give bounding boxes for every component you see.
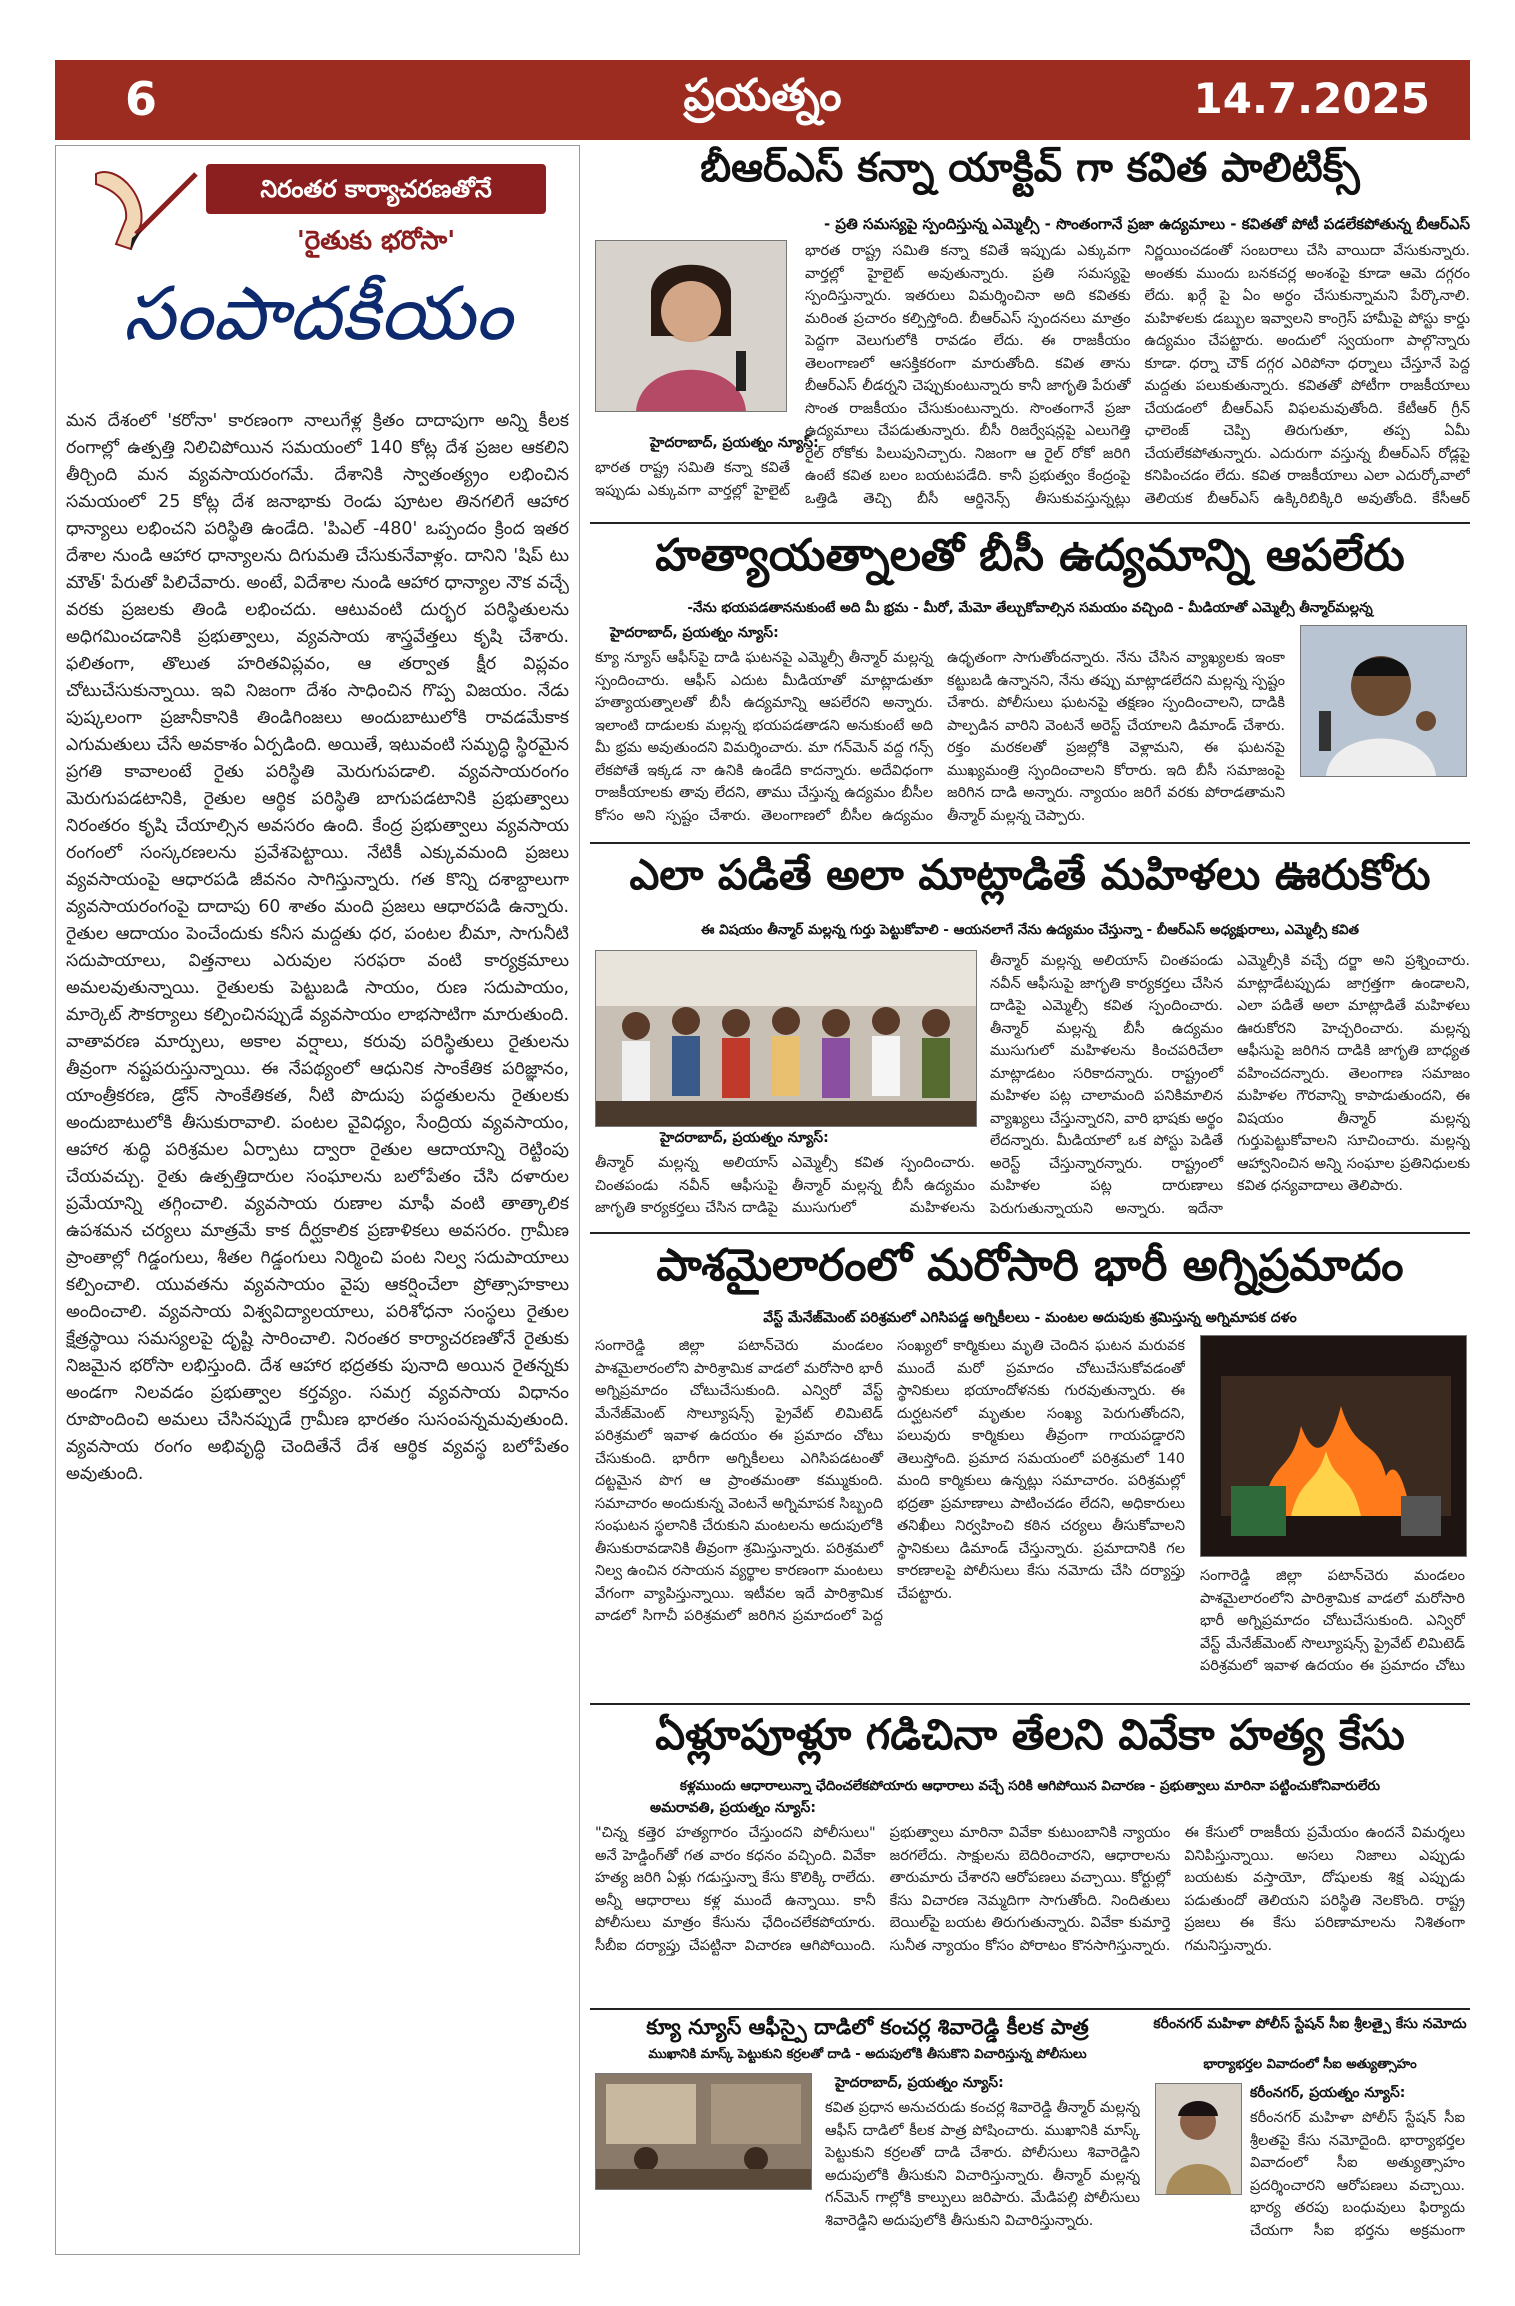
dateline: కరీంనగర్, ప్రయత్నం న్యూస్: — [1250, 2085, 1406, 2101]
subhead: ఈ విషయం తీన్మార్ మల్లన్న గుర్తు పెట్టుకోవాలి - ఆయనలాగే నేను ఉద్యమం చేస్తున్నా - బీఆర్ఎస్ అధ్యక్షురాలు, ఎమ్మెల్సీ కవిత — [701, 922, 1359, 938]
divider — [590, 1703, 1470, 1705]
divider — [590, 2008, 1470, 2010]
divider — [590, 842, 1470, 844]
masthead — [55, 60, 1470, 140]
story-viveka-murder-case — [590, 1710, 1470, 2005]
editorial-column — [55, 145, 580, 2255]
fire-photo — [1200, 1335, 1467, 1557]
headline: ఏళ్లూపూళ్లూ గడిచినా తేలని వివేకా హత్య కేసు — [655, 1710, 1405, 1759]
dateline: హైదరాబాద్, ప్రయత్నం న్యూస్: — [650, 435, 819, 451]
story-body-continued: భారత రాష్ట్ర సమితి కన్నా కవితే ఇప్పుడు ఎక్కువగా వార్తల్లో హైలైట్ అవుతున్నారు. ప్రతి సమస్యపై స్పందిస్తున్నారు. ఇతరులు విమర్శించినా అది కవితకు మరింత ప్రచారం కల్పిస్తోంది. బీఆర్ఎస్ స్పందనలు మాత్రం పెద్దగా వెలుగులోకి రావడం లేదు. ఈ రాజకీయం తెలంగాణలో ఆసక్తికరంగా మారుతోంది. కవిత తాను బీఆర్ఎస్ లీడర్నని చెప్పుకుంటున్నారు కానీ జాగృతి పేరుతో సొంత రాజకీయం చేసుకుంటున్నారు. సొంతంగానే ప్రజా ఉద్యమాలు చేపడుతున్నారు. బీసీ రిజర్వేషన్లపై ఎలుగెత్తి రైల్ రోకోకు పిలుపునిచ్చారు. నిజంగా ఆ రైల్ రోకో జరిగి ఉంటే కవిత బలం బయటపడేది. కానీ ప్రభుత్వం కేంద్రంపై ఒత్తిడి తెచ్చి బీసీ ఆర్డినెన్స్ తీసుకువస్తున్నట్లు నిర్ణయించడంతో సంబరాలు చేసి వాయిదా వేసుకున్నారు. అంతకు ముందు బనకచర్ల అంశంపై కూడా ఆమె దగ్గరం లేదు. ఖర్గే పై ఏం అర్ధం చేసుకున్నామని పేర్కొనాలి. మహిళలకు డబ్బుల ఇవ్వాలని కాంగ్రెస్ హామీపై పోస్టు కార్డు ఉద్యమం చేపట్టారు. అందులో స్వయంగా పాల్గొన్నారు కూడా. ధర్నా చౌక్ దగ్గర ఎరిపోనా ధర్నాలు చేస్తూనే పెద్ద మద్దతు పలుకుతున్నారు. కవితతో పోటీగా రాజకీయాలు చేయడంలో బీఆర్ఎస్ విఫలమవుతోంది. కేటీఆర్ గ్రీన్ ఛాలెంజ్ చెప్పి తిరుగుతూ, తప్ప ఏమీ చేయలేకపోతున్నారు. ఎదురుగా వస్తున్న బీఆర్ఎస్ రోడ్లపై కనిపించడం లేదు. కవిత రాజకీయాలు ఎలా ఎదుర్కోవాలో తెలియక బీఆర్ఎస్ ఉక్కిరిబిక్కిరి అవుతోంది. కేసీఆర్ — [805, 243, 1470, 507]
story-women-will-not-tolerate — [590, 850, 1470, 1230]
story-body-continued: సంగారెడ్డి జిల్లా పటాన్‌చెరు మండలం పాశమైలారంలోని పారిశ్రామిక వాడలో మరోసారి భారీ అగ్నిప్రమాదం చోటుచేసుకుంది. ఎన్విరో వేస్ట్ మేనేజ్‌మెంట్ సొల్యూషన్స్ ప్రైవేట్ లిమిటెడ్ పరిశ్రమలో ఇవాళ ఉదయం ఈ ప్రమాదం చోటు — [1200, 1568, 1465, 1674]
editorial-subtitle: 'రైతుకు భరోసా' — [296, 226, 456, 256]
dateline: హైదరాబాద్, ప్రయత్నం న్యూస్: — [835, 2075, 1004, 2091]
headline: బీఆర్ఎస్ కన్నా యాక్టివ్ గా కవిత పాలిటిక్స్ — [700, 145, 1360, 191]
story-body: తీన్మార్ మల్లన్న అలియాస్ చింతపండు నవీన్ ఆఫీసుపై జాగృతి కార్యకర్తలు చేసిన దాడిపై ఎమ్మెల్సీ కవిత స్పందించారు. తీన్మార్ మల్లన్న బీసీ ఉద్యమం ముసుగులో మహిళలను — [595, 1155, 975, 1216]
dateline: అమరావతి, ప్రయత్నం న్యూస్: — [650, 1800, 816, 1816]
story-body: సంగారెడ్డి జిల్లా పటాన్‌చెరు మండలం పాశమైలారంలోని పారిశ్రామిక వాడలో మరోసారి భారీ అగ్నిప్రమాదం చోటుచేసుకుంది. ఎన్విరో వేస్ట్ మేనేజ్‌మెంట్ సొల్యూషన్స్ ప్రైవేట్ లిమిటెడ్ పరిశ్రమలో ఇవాళ ఉదయం ఈ ప్రమాదం చోటు చేసుకుంది. భారీగా అగ్నికీలలు ఎగిసిపడటంతో దట్టమైన పొగ ఆ ప్రాంతమంతా కమ్ముకుంది. సమాచారం అందుకున్న వెంటనే అగ్నిమాపక సిబ్బంది సంఘటన స్థలానికి చేరుకుని మంటలను అదుపులోకి తీసుకురావడానికి తీవ్రంగా శ్రమిస్తున్నారు. పరిశ్రమలో నిల్వ ఉంచిన రసాయన వ్యర్థాల కారణంగా మంటలు వేగంగా వ్యాపిస్తున్నాయి. ఇటీవల ఇదే పారిశ్రామిక వాడలో సిగాచీ పరిశ్రమలో జరిగిన ప్రమాదంలో పెద్ద సంఖ్యలో కార్మికులు మృతి చెందిన ఘటన మరువక ముందే మరో ప్రమాదం చోటుచేసుకోవడంతో స్థానికులు భయాందోళనకు గురవుతున్నారు. ఈ దుర్ఘటనలో మృతుల సంఖ్య పెరుగుతోందని, పలువురు కార్మికులు తీవ్రంగా గాయపడ్డారని తెలుస్తోంది. ప్రమాద సమయంలో పరిశ్రమలో 140 మంది కార్మికులు ఉన్నట్లు సమాచారం. పరిశ్రమల్లో భద్రతా ప్రమాణాలు పాటించడం లేదని, అధికారులు తనిఖీలు నిర్వహించి కఠిన చర్యలు తీసుకోవాలని స్థానికులు డిమాండ్ చేస్తున్నారు. ప్రమాదానికి గల కారణాలపై పోలీసులు కేసు నమోదు చేసి దర్యాప్తు చేపట్టారు. — [595, 1338, 1185, 1624]
page-number: 6 — [125, 72, 158, 126]
story-body: కరీంనగర్ మహిళా పోలీస్ స్టేషన్ సీఐ శ్రీలతపై కేసు నమోదైంది. భార్యాభర్తల వివాదంలో సీఐ అత్యుత్సాహం ప్రదర్శించారని ఆరోపణలు వచ్చాయి. భార్య తరపు బంధువులు ఫిర్యాదు చేయగా సీఐ భర్తను అక్రమంగా — [1250, 2110, 1465, 2239]
story-body: "చిన్న కత్తెర హత్యగారం చేస్తుందని పోలీసులు" అనే హెడ్డింగ్‌తో గత వారం కధనం వచ్చింది. వివేకా హత్య జరిగి ఏళ్లు గడుస్తున్నా కేసు కొలిక్కి రాలేదు. అన్నీ ఆధారాలు కళ్ల ముందే ఉన్నాయి. కానీ పోలీసులు మాత్రం కేసును ఛేదించలేకపోయారు. సీబీఐ దర్యాప్తు చేపట్టినా విచారణ ఆగిపోయింది. ప్రభుత్వాలు మారినా వివేకా కుటుంబానికి న్యాయం జరగలేదు. సాక్షులను బెదిరించారని, ఆధారాలను తారుమారు చేశారని ఆరోపణలు వచ్చాయి. కోర్టుల్లో కేసు విచారణ నెమ్మదిగా సాగుతోంది. నిందితులు బెయిల్‌పై బయట తిరుగుతున్నారు. వివేకా కుమార్తె సునీత న్యాయం కోసం పోరాటం కొనసాగిస్తున్నారు. ఈ కేసులో రాజకీయ ప్రమేయం ఉందనే విమర్శలు వినిపిస్తున్నాయి. అసలు నిజాలు ఎప్పుడు బయటకు వస్తాయో, దోషులకు శిక్ష ఎప్పుడు పడుతుందో తెలియని పరిస్థితి నెలకొంది. రాష్ట్ర ప్రజలు ఈ కేసు పరిణామాలను నిశితంగా గమనిస్తున్నారు. — [595, 1825, 1465, 1954]
press-meet-photo — [595, 950, 977, 1127]
headline: క్యూ న్యూస్ ఆఫీస్పై దాడిలో కంచర్ల శివారెడ్డి కీలక పాత్ర — [646, 2015, 1089, 2039]
office-attack-photo — [595, 2073, 812, 2190]
dateline: హైదరాబాద్, ప్రయత్నం న్యూస్: — [660, 1130, 829, 1146]
divider — [590, 1232, 1470, 1234]
subhead: - ప్రతి సమస్యపై స్పందిస్తున్న ఎమ్మెల్సీ - సొంతంగానే ప్రజా ఉద్యమాలు - కవితతో పోటీ పడలేకపోతున్న బీఆర్ఎస్ — [823, 215, 1470, 233]
subhead: భార్యాభర్తల వివాదంలో సీఐ అత్యుత్సాహం — [1203, 2057, 1417, 2072]
dateline: హైదరాబాద్, ప్రయత్నం న్యూస్: — [610, 625, 779, 641]
story-bc-movement — [590, 530, 1470, 840]
story-pashamylaram-fire — [590, 1240, 1470, 1700]
pen-hand-icon — [86, 154, 206, 264]
paper-name: ప్రయత్నం — [683, 70, 842, 121]
headline: పాశమైలారంలో మరోసారి భారీ అగ్నిప్రమాదం — [656, 1240, 1404, 1291]
subhead: -నేను భయపడతాననుకుంటే అది మీ భ్రమ - మీరో, మేమో తేల్చుకోవాల్సిన సమయం వచ్చింది - మీడియాతో ఎమ్మెల్సీ తీన్మార్‌మల్లన్న — [687, 600, 1373, 616]
issue-date: 14.7.2025 — [1193, 74, 1430, 123]
story-body: భారత రాష్ట్ర సమితి కన్నా కవితే ఇప్పుడు ఎక్కువగా వార్తల్లో హైలైట్ — [595, 460, 790, 499]
editorial-banner: నిరంతర కార్యాచరణతోనే — [206, 164, 546, 214]
headline: కరీంనగర్ మహిళా పోలీస్ స్టేషన్ సీఐ శ్రీలత్పై కేసు నమోదు — [1153, 2016, 1467, 2032]
ci-srilatha-photo — [1155, 2083, 1242, 2195]
kavitha-photo — [595, 240, 787, 412]
story-body: కవిత ప్రధాన అనుచరుడు కంచర్ల శివారెడ్డి తీన్మార్ మల్లన్న ఆఫీస్ దాడిలో కీలక పాత్ర పోషించారు. ముఖానికి మాస్క్ పెట్టుకుని కర్రలతో దాడి చేశారు. పోలీసులు శివారెడ్డిని అదుపులోకి తీసుకుని విచారిస్తున్నారు. తీన్మార్ మల్లన్న గన్‌మెన్ గాల్లోకి కాల్పులు జరిపారు. మేడిపల్లి పోలీసులు శివారెడ్డిని అదుపులోకి తీసుకుని విచారిస్తున్నారు. — [825, 2100, 1140, 2229]
headline: ఎలా పడితే అలా మాట్లాడితే మహిళలు ఊరుకోరు — [629, 850, 1431, 899]
story-body: క్యూ న్యూస్ ఆఫీస్‌పై దాడి ఘటనపై ఎమ్మెల్సీ తీన్మార్ మల్లన్న స్పందించారు. ఆఫీస్ ఎదుట మీడియాతో మాట్లాడుతూ హత్యాయత్నాలతో బీసీ ఉద్యమాన్ని ఆపలేరని అన్నారు. ఇలాంటి దాడులకు మల్లన్న భయపడతాడని అనుకుంటే అది మీ భ్రమ అవుతుందని విమర్శించారు. మా గన్‌మెన్ వద్ద గన్స్ లేకపోతే ఇక్కడ నా ఉనికి ఉండేది కాదన్నారు. అదేవిధంగా రాజకీయాలకు తావు లేదని, తాము చేస్తున్న ఉద్యమం బీసీల కోసం అని స్పష్టం చేశారు. తెలంగాణలో బీసీల ఉద్యమం ఉధృతంగా సాగుతోందన్నారు. నేను చేసిన వ్యాఖ్యలకు ఇంకా కట్టుబడి ఉన్నానని, నేను తప్పు మాట్లాడలేదని మల్లన్న స్పష్టం చేశారు. పోలీసులు ఘటనపై తక్షణం స్పందించాలని, దాడికి పాల్పడిన వారిని వెంటనే అరెస్ట్ చేయాలని డిమాండ్ చేశారు. రక్తం మరకలతో ప్రజల్లోకి వెళ్లామని, ఈ ఘటనపై ముఖ్యమంత్రి స్పందించాలని కోరారు. ఇది బీసీ సమాజంపై జరిగిన దాడి అన్నారు. న్యాయం జరిగే వరకు పోరాడతామని తీన్మార్ మల్లన్న చెప్పారు. — [595, 650, 1285, 824]
subhead: కళ్లముందు ఆధారాలున్నా ఛేదించలేకపోయారు ఆధారాలు వచ్చే సరికి ఆగిపోయిన విచారణ - ప్రభుత్వాలు మారినా పట్టించుకోనివారులేరు — [679, 1778, 1381, 1794]
subhead: ముఖానికి మాస్క్ పెట్టుకుని కర్రలతో దాడి - అదుపులోకి తీసుకొని విచారిస్తున్న పోలీసులు — [648, 2047, 1087, 2062]
editorial-body: మన దేశంలో 'కరోనా' కారణంగా నాలుగేళ్ల క్రితం దాదాపుగా అన్ని కీలక రంగాల్లో ఉత్పత్తి నిలిచిపోయిన సమయంలో 140 కోట్ల దేశ ప్రజల ఆకలిని తీర్చింది మన వ్యవసాయరంగమే. దేశానికి స్వాతంత్య్రం లభించిన సమయంలో 25 కోట్ల దేశ జనాభాకు రెండు పూటల తినగలిగే ఆహార ధాన్యాలు లభించని పరిస్థితి ఉండేది. 'పిఎల్ -480' ఒప్పందం క్రింద ఇతర దేశాల నుండి ఆహార ధాన్యాలను దిగుమతి చేసుకునేవాళ్లం. దానిని 'షిప్ టు మౌత్' పేరుతో పిలిచేవారు. అంటే, విదేశాల నుండి ఆహార ధాన్యాల నౌక వచ్చే వరకు ప్రజలకు తిండి లభించదు. ఆటువంటి దుర్భర పరిస్థితులను అధిగమించడానికి ప్రభుత్వాలు, వ్యవసాయ శాస్త్రవేత్తలు కృషి చేశారు. ఫలితంగా, తొలుత హరితవిప్లవం, ఆ తర్వాత క్షీర విప్లవం చోటుచేసుకున్నాయి. ఇవి నిజంగా దేశం సాధించిన గొప్ప విజయం. నేడు పుష్కలంగా ప్రజానీకానికి తిండిగింజలు అందుబాటులోకి రావడమేకాక ఎగుమతులు చేసే అవకాశం ఏర్పడింది. అయితే, ఇటువంటి సమృద్ధి స్థిరమైన ప్రగతి కావాలంటే రైతు పరిస్థితి మెరుగుపడాలి. వ్యవసాయరంగం మెరుగుపడటానికి, రైతుల ఆర్థిక పరిస్థితి బాగుపడటానికి ప్రభుత్వాలు నిరంతరం కృషి చేయాల్సిన అవసరం ఉంది. కేంద్ర ప్రభుత్వాలు వ్యవసాయ రంగంలో సంస్కరణలను ప్రవేశపెట్టాయి. నేటికీ ఎక్కువమంది ప్రజలు వ్యవసాయంపై ఆధారపడి జీవనం సాగిస్తున్నారు. గత కొన్ని దశాబ్దాలుగా వ్యవసాయరంగంపై దాదాపు 60 శాతం మంది ప్రజలు ఆధారపడి ఉన్నారు. రైతుల ఆదాయం పెంచేందుకు కనీస మద్దతు ధర, పంటల బీమా, సాగునీటి సదుపాయాలు, విత్తనాలు ఎరువుల సరఫరా వంటి కార్యక్రమాలు అమలవుతున్నాయి. రైతులకు పెట్టుబడి సాయం, రుణ సదుపాయం, మార్కెట్ సౌకర్యాలు కల్పించినప్పుడే వ్యవసాయం లాభసాటిగా మారుతుంది. వాతావరణ మార్పులు, అకాల వర్షాలు, కరువు పరిస్థితులు రైతులను తీవ్రంగా నష్టపరుస్తున్నాయి. ఈ నేపథ్యంలో ఆధునిక సాంకేతిక పరిజ్ఞానం, యాంత్రీకరణ, డ్రోన్ సాంకేతికత, నీటి పొదుపు పద్ధతులను రైతులకు అందుబాటులోకి తీసుకురావాలి. పంటల వైవిధ్యం, సేంద్రియ వ్యవసాయం, ఆహార శుద్ధి పరిశ్రమల ఏర్పాటు ద్వారా రైతుల ఆదాయాన్ని రెట్టింపు చేయవచ్చు. రైతు ఉత్పత్తిదారుల సంఘాలను బలోపేతం చేసి దళారుల ప్రమేయాన్ని తగ్గించాలి. వ్యవసాయ రుణాల మాఫీ వంటి తాత్కాలిక ఉపశమన చర్యలు మాత్రమే కాక దీర్ఘకాలిక ప్రణాళికలు అవసరం. గ్రామీణ ప్రాంతాల్లో గిడ్డంగులు, శీతల గిడ్డంగులు నిర్మించి పంట నిల్వ సదుపాయాలు కల్పించాలి. యువతను వ్యవసాయం వైపు ఆకర్షించేలా ప్రోత్సాహకాలు అందించాలి. వ్యవసాయ విశ్వవిద్యాలయాలు, పరిశోధనా సంస్థలు రైతుల క్షేత్రస్థాయి సమస్యలపై దృష్టి సారించాలి. నిరంతర కార్యాచరణతోనే రైతుకు నిజమైన భరోసా లభిస్తుంది. దేశ ఆహార భద్రతకు పునాది అయిన రైతన్నకు అండగా నిలవడం ప్రభుత్వాల కర్తవ్యం. సమగ్ర వ్యవసాయ విధానం రూపొందించి అమలు చేసినప్పుడే గ్రామీణ భారతం సుసంపన్నమవుతుంది. వ్యవసాయ రంగం అభివృద్ధి చెందితేనే దేశ ఆర్థిక వ్యవస్థ బలోపేతం అవుతుంది. — [66, 411, 569, 1484]
story-q-news-attack — [590, 2015, 1145, 2255]
story-body-continued: తీన్మార్ మల్లన్న అలియాస్ చింతపండు నవీన్ ఆఫీసుపై జాగృతి కార్యకర్తలు చేసిన దాడిపై ఎమ్మెల్సీ కవిత స్పందించారు. తీన్మార్ మల్లన్న బీసీ ఉద్యమం ముసుగులో మహిళలను కించపరిచేలా మాట్లాడటం సరికాదన్నారు. రాష్ట్రంలో మహిళల పట్ల చాలామంది పనికిమాలిన వ్యాఖ్యలు చేస్తున్నారని, వారి భాషకు అర్థం లేదన్నారు. మీడియాలో ఒక పోస్టు పెడితే అరెస్ట్ చేస్తున్నారన్నారు. రాష్ట్రంలో మహిళల పట్ల దారుణాలు పెరుగుతున్నాయని అన్నారు. ఇదేనా ఎమ్మెల్సీకి వచ్చే దర్జా అని ప్రశ్నించారు. మాట్లాడేటప్పుడు జాగ్రత్తగా ఉండాలని, ఎలా పడితే అలా మాట్లాడితే మహిళలు ఊరుకోరని హెచ్చరించారు. మల్లన్న ఆఫీసుపై జరిగిన దాడికి జాగృతి బాధ్యత వహించదన్నారు. తెలంగాణ సమాజం మహిళల గౌరవాన్ని కాపాడుతుందని, ఈ విషయం తీన్మార్ మల్లన్న గుర్తుపెట్టుకోవాలని సూచించారు. మల్లన్న ఆహ్వానించిన అన్ని సంఘాల ప్రతినిధులకు కవిత ధన్యవాదాలు తెలిపారు. — [990, 953, 1470, 1217]
editorial-title: సంపాదకీయం — [122, 271, 513, 357]
story-kavitha-politics — [590, 145, 1470, 515]
subhead: వేస్ట్ మేనేజ్‌మెంట్ పరిశ్రమలో ఎగిసిపడ్డ అగ్నికీలలు - మంటల అదుపుకు శ్రమిస్తున్న అగ్నిమాపక దళం — [763, 1310, 1297, 1326]
mallanna-photo — [1300, 625, 1467, 777]
headline: హత్యాయత్నాలతో బీసీ ఉద్యమాన్ని ఆపలేరు — [655, 530, 1405, 581]
story-karimnagar-ci-case — [1150, 2015, 1470, 2255]
editorial-header — [56, 146, 579, 391]
divider — [590, 522, 1470, 524]
